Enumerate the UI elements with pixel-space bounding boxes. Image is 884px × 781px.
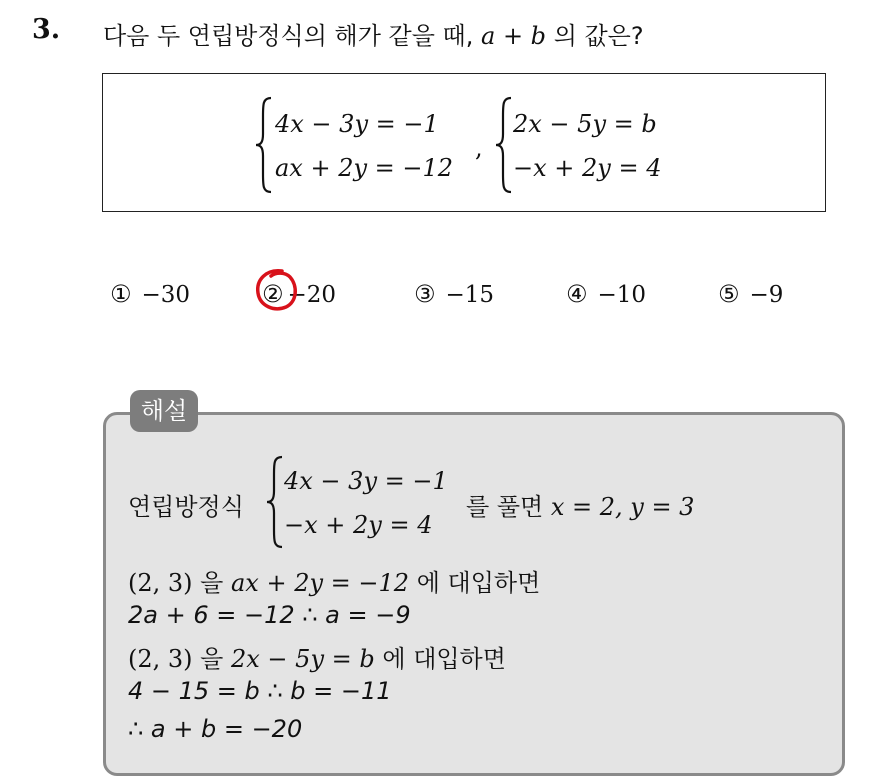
choice-3[interactable] — [414, 280, 494, 308]
system1-equation1: 4x − 3y = −1 — [275, 110, 439, 138]
solution-brace-icon — [266, 455, 284, 549]
system-separator: , — [475, 134, 483, 162]
system2-equation1: 2x − 5y = b — [513, 110, 657, 138]
question-text-post: 의 값은? — [553, 22, 644, 50]
choice-4[interactable] — [566, 280, 646, 308]
choice-1[interactable] — [110, 280, 190, 308]
question-number: 3. — [32, 14, 61, 45]
solution-result-text: 를 풀면 — [466, 493, 544, 521]
solution-system-equation2: −x + 2y = 4 — [284, 511, 433, 539]
choice-value: −15 — [445, 282, 495, 308]
solution-line-4: 4 − 15 = b ∴ b = −11 — [128, 677, 392, 705]
solution-line-2: 2a + 6 = −12 ∴ a = −9 — [128, 601, 411, 629]
choice-value: −10 — [597, 282, 647, 308]
solution-line-3 — [128, 639, 506, 674]
choice-value: −20 — [287, 282, 337, 308]
solution-particle: 을 — [200, 645, 224, 673]
right-brace-icon — [495, 96, 513, 194]
choice-marker: ⑤ — [718, 280, 740, 308]
solution-substitute-text: 에 대입하면 — [382, 645, 506, 673]
solution-equation: ax + 2y = −12 — [231, 569, 410, 597]
solution-point: (2, 3) — [128, 569, 193, 597]
solution-equation: 2x − 5y = b — [231, 645, 375, 673]
choice-marker: ② — [262, 280, 284, 308]
answer-circle-mark-icon — [252, 266, 302, 316]
solution-result-values: x = 2, y = 3 — [550, 493, 695, 521]
solution-box — [103, 412, 845, 776]
solution-system-label: 연립방정식 — [128, 493, 244, 521]
choice-value: −30 — [141, 282, 191, 308]
choice-marker: ③ — [414, 280, 436, 308]
answer-choices — [0, 280, 884, 314]
choice-value: −9 — [749, 282, 784, 308]
solution-point: (2, 3) — [128, 645, 193, 673]
left-brace-icon — [255, 96, 273, 194]
question-text — [103, 16, 644, 51]
question-expression: a + b — [481, 22, 547, 50]
solution-line-5: ∴ a + b = −20 — [128, 715, 303, 743]
solution-particle: 을 — [200, 569, 224, 597]
choice-marker: ④ — [566, 280, 588, 308]
system1-equation2: ax + 2y = −12 — [275, 154, 454, 182]
question-text-pre: 다음 두 연립방정식의 해가 같을 때, — [103, 22, 474, 50]
solution-tab: 해설 — [130, 390, 198, 432]
choice-5[interactable] — [718, 280, 783, 308]
solution-system-result — [466, 487, 694, 522]
system2-equation2: −x + 2y = 4 — [513, 154, 662, 182]
equation-systems-box — [102, 73, 826, 212]
solution-system-equation1: 4x − 3y = −1 — [284, 467, 448, 495]
solution-line-1 — [128, 563, 540, 598]
choice-marker: ① — [110, 280, 132, 308]
solution-substitute-text: 에 대입하면 — [416, 569, 541, 597]
